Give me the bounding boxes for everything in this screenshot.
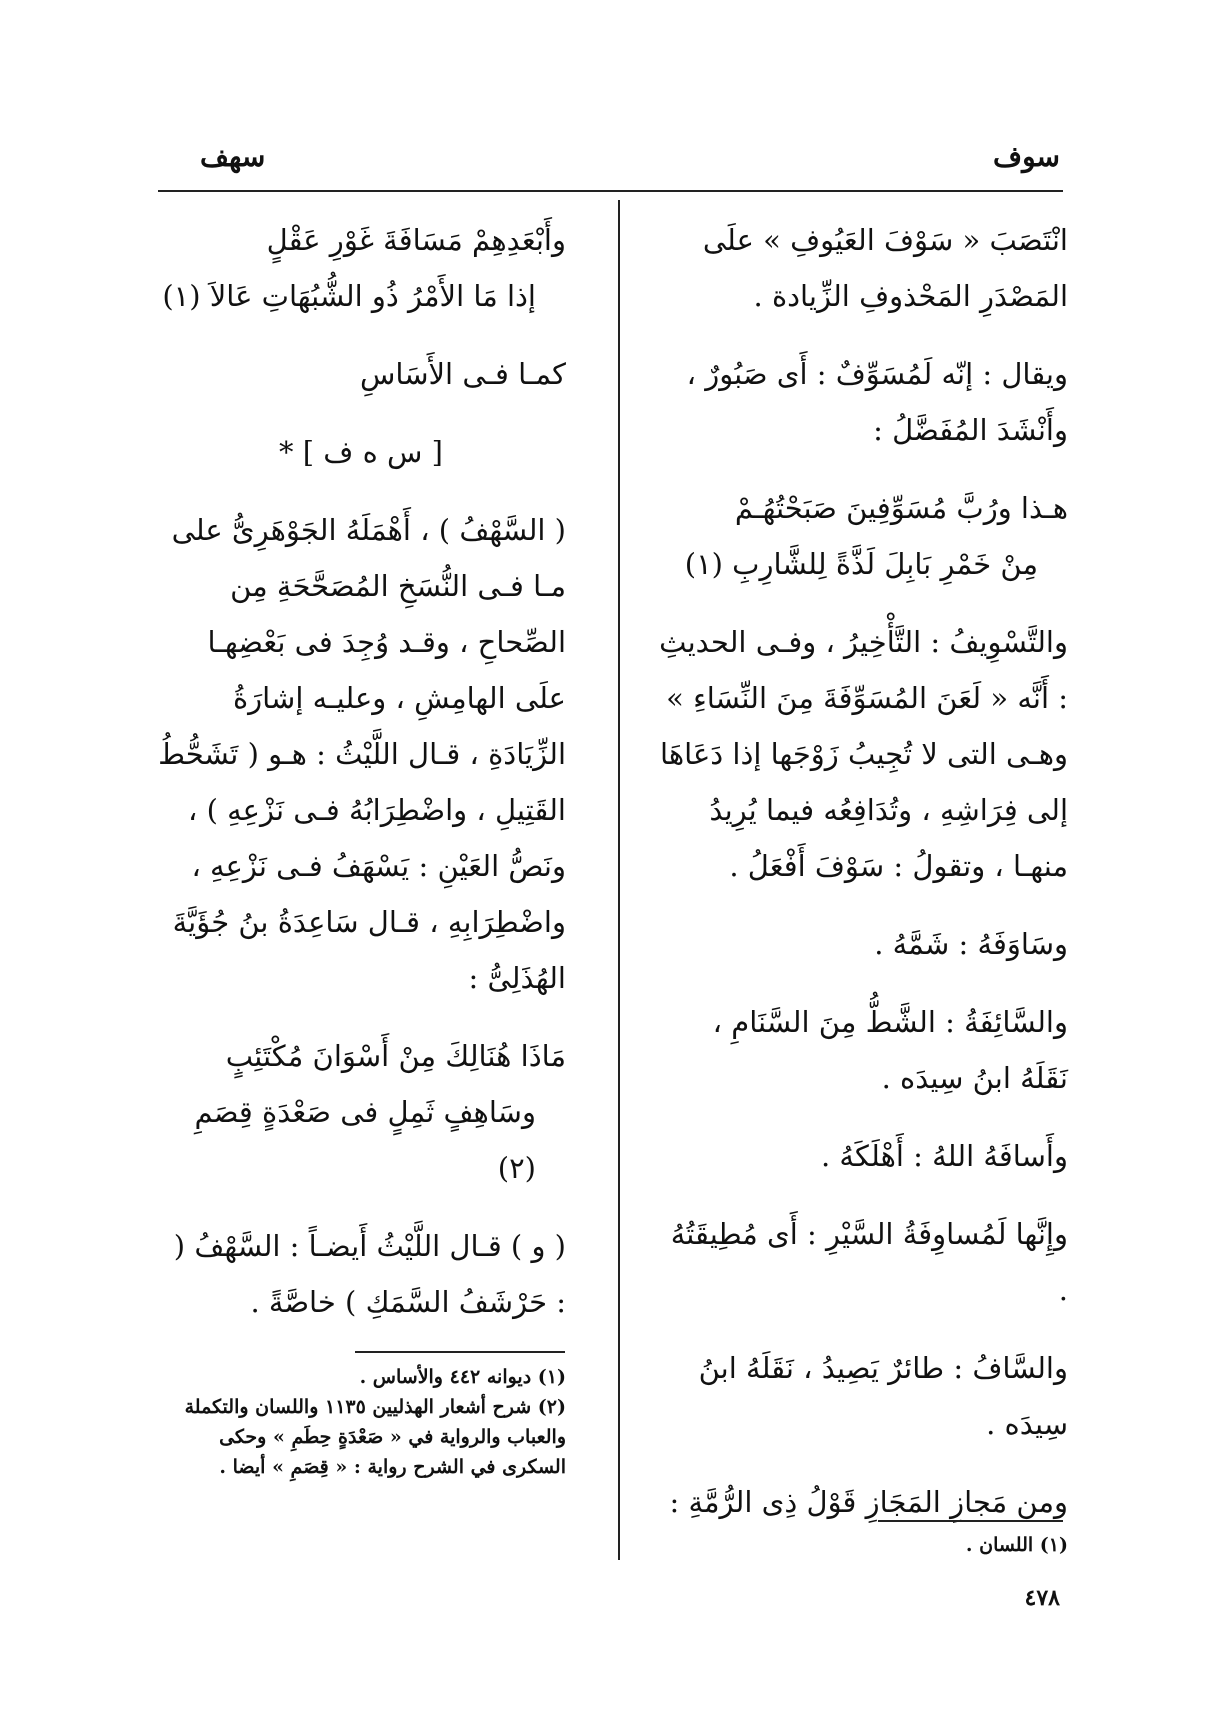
verse (156, 1028, 566, 1196)
footnotes-left (156, 1362, 566, 1482)
paragraph: ( السَّهْفُ ) ، أَهْمَلَهُ الجَوْهَرِىُّ على مـا فـى النُّسَخِ المُصَحَّحَةِ مِن الصِّحاحِ ، وقـد وُجِدَ فى بَعْضِهـا علَى الهامِشِ ، وعليـه إشارَةُ الزِّيَادَةِ ، قـال اللَّيْثُ : هـو ( تَشَحُّطُ القَتِيلِ ، واضْطِرَابُهُ فـى نَزْعِهِ ) ، ونَصُّ العَيْنِ : يَسْهَفُ فـى نَزْعِهِ ، واضْطِرَابِهِ ، قـال سَاعِدَةُ بنُ جُؤَيَّةَ الهُذَلِىُّ : (158, 513, 566, 995)
page-number: ٤٧٨ (1024, 1585, 1060, 1611)
paragraph: ( و ) قـال اللَّيْثُ أَيضـاً : السَّهْفُ ( : حَرْشَفُ السَّمَكِ ) خاصَّةً . (173, 1229, 566, 1319)
verse-line: إذا مَا الأَمْرُ ذُو الشُّبُهَاتِ عَالاَ (١) (162, 279, 536, 313)
header-rule (158, 190, 1063, 192)
left-column (156, 212, 566, 1352)
paragraph: وأَسافَهُ اللهُ : أَهْلَكَهُ . (820, 1139, 1068, 1173)
verse-line: وسَاهِفٍ ثَمِلٍ فى صَعْدَةٍ قِصَمِ (٢) (194, 1095, 536, 1185)
verse-line: وأَبْعَدِهِمْ مَسَافَةَ غَوْرِ عَقْلٍ (266, 223, 566, 257)
footnote: (٢) شرح أشعار الهذليين ١١٣٥ واللسان والتكملة والعباب والرواية في « صَعْدَةٍ حِطَمِ » وحكى السكرى في الشرح رواية : « قِصَمِ » أيضا . (184, 1396, 566, 1478)
entry-heading: [ س ه ف ] * (279, 435, 443, 469)
verse (156, 212, 566, 324)
footnote: (١) اللسان . (965, 1534, 1068, 1556)
footnote: (١) ديوانه ٤٤٢ والأساس . (359, 1366, 566, 1388)
footnote-separator (355, 1351, 565, 1353)
right-column (658, 212, 1068, 1552)
verse (658, 480, 1068, 592)
verse-line: هـذا ورُبَّ مُسَوِّفِينَ صَبَحْتُهُـمْ (734, 491, 1068, 525)
paragraph: ويقال : إنّه لَمُسَوِّفٌ : أَى صَبُورٌ ، وأَنْشَدَ المُفَضَّلُ : (686, 357, 1068, 447)
paragraph: وإِنَّها لَمُساوِفَةُ السَّيْرِ : أَى مُطِيقَتُهُ . (670, 1217, 1068, 1307)
verse-line: مَاذَا هُنَالِكَ مِنْ أَسْوَانَ مُكْتَئِبٍ (225, 1039, 566, 1073)
paragraph: وسَاوَفَهُ : شَمَّهُ . (874, 927, 1068, 961)
footnote-separator (878, 1520, 1063, 1522)
footnotes-right (768, 1530, 1068, 1560)
header-root-right: سوف (993, 140, 1060, 173)
paragraph: والسَّائِفَةُ : الشَّطُّ مِنَ السَّنَامِ ، نَقَلَهُ ابنُ سِيدَه . (712, 1005, 1068, 1095)
paragraph: كمـا فـى الأَسَاسِ (359, 357, 566, 391)
header-root-left: سهف (200, 140, 266, 173)
paragraph: انْتَصَبَ « سَوْفَ العَيُوفِ » علَى المَصْدَرِ المَحْذوفِ الزِّيادة . (702, 223, 1068, 313)
verse-line: مِنْ خَمْرِ بَابِلَ لَذَّةً لِلشَّارِبِ (١) (684, 547, 1038, 581)
column-divider (618, 200, 620, 1560)
paragraph: والسَّافُ : طائرٌ يَصِيدُ ، نَقَلَهُ ابنُ سِيدَه . (698, 1351, 1068, 1441)
paragraph: والتَّسْوِيفُ : التَّأْخِيرُ ، وفـى الحديثِ : أَنَّه « لَعَنَ المُسَوِّفَةَ مِنَ النِّسَاءِ » وهـى التى لا تُجِيبُ زَوْجَها إذا دَعَاهَا إلى فِرَاشِهِ ، وتُدَافِعُه فيما يُرِيدُ منهـا ، وتقولُ : سَوْفَ أَفْعَلُ . (659, 625, 1068, 883)
paragraph: ومن مَجازِ المَجَازِ قَوْلُ ذِى الرُّمَّةِ : (669, 1485, 1068, 1519)
